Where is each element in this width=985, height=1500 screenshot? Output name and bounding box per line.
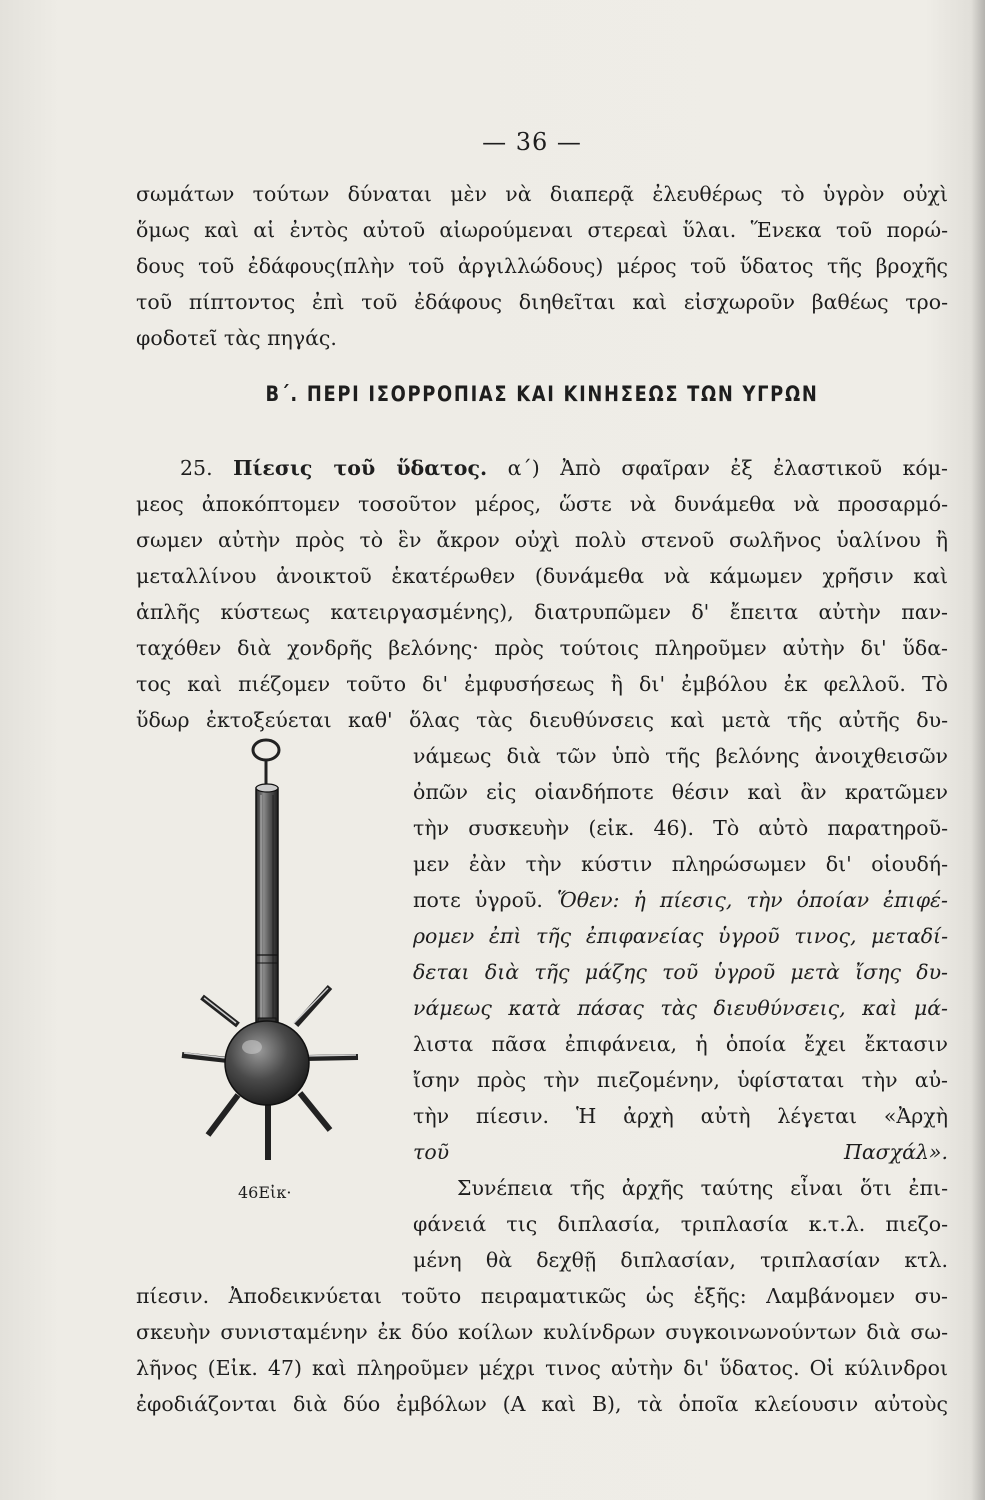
para2-narrow-line-2: ὀπῶν εἰς οἱανδήποτε θέσιν καὶ ἂν κρατῶμεν (413, 780, 948, 804)
para3-narrow-line-3: μένη θὰ δεχθῇ διπλασίαν, τριπλασίαν κτλ. (413, 1248, 948, 1272)
para2-narrow-line-5: ποτε ὑγροῦ. (413, 888, 543, 912)
para2-line-3: μεταλλίνου ἀνοικτοῦ ἑκατέρωθεν (δυνάμεθα νὰ κάμωμεν χρῆσιν καὶ (136, 564, 948, 588)
para3-line-3: λῆνος (Εἰκ. 47) καὶ πληροῦμεν μέχρι τινος αὐτὴν δι' ὕδατος. Οἱ κύλινδροι (136, 1356, 948, 1380)
principle-line-3 (413, 954, 948, 990)
para1-line-4: τοῦ πίπτοντος ἐπὶ τοῦ ἐδάφους διηθεῖται καὶ εἰσχωροῦν βαθέως τρο- (136, 290, 948, 314)
chapter-heading: Β΄. ΠΕΡΙ ΙΣΟΡΡΟΠΙΑΣ ΚΑΙ ΚΙΝΗΣΕΩΣ ΤΩΝ ΥΓΡΩΝ (265, 382, 819, 406)
para2-line-1: μεος ἀποκόπτομεν τοσοῦτον μέρος, ὥστε νὰ δυνάμεθα νὰ προσαρμό- (136, 492, 948, 516)
principle-text-2: ρομεν ἐπὶ τῆς ἐπιφανείας ὑγροῦ τινος, μεταδί- (413, 924, 948, 948)
para3-narrow-line-1: Συνέπεια τῆς ἀρχῆς ταύτης εἶναι ὅτι ἐπι- (457, 1176, 948, 1200)
para1-line-5: φοδοτεῖ τὰς πηγάς. (136, 326, 337, 350)
principle-line-2 (413, 918, 948, 954)
para1-line-3: δους τοῦ ἐδάφους(πλὴν τοῦ ἀργιλλώδους) μέρος τοῦ ὕδατος τῆς βροχῆς (136, 254, 948, 278)
section-title: Πίεσις τοῦ ὕδατος. (233, 456, 488, 480)
principle-text-7b: Ἡ ἀρχὴ αὐτὴ λέγεται «Ἀρχὴ (575, 1104, 948, 1128)
para2-line-6: τος καὶ πιέζομεν τοῦτο δι' ἐμφυσήσεως ἢ δι' ἐμβόλου ἐκ φελλοῦ. Τὸ (136, 672, 948, 696)
pascal-sphere-syringe-icon (180, 735, 365, 1175)
principle-line-7 (413, 1098, 948, 1134)
principle-line-6: ἴσην πρὸς τὴν πιεζομένην, ὑφίσταται τὴν αὐ- (413, 1068, 948, 1092)
figure-46-caption: 46Εἰκ· (238, 1183, 292, 1202)
para2-line-4: ἁπλῆς κύστεως κατειργασμένης), διατρυπῶμεν δ' ἔπειτα αὐτὴν παν- (136, 600, 948, 624)
section-first-line-rest: α΄) Ἀπὸ σφαῖραν ἐξ ἐλαστικοῦ κόμ- (507, 456, 948, 480)
page-edge-shadow (971, 0, 985, 1500)
section-first-line (136, 450, 948, 486)
para2-line-2: σωμεν αὐτὴν πρὸς τὸ ἓν ἄκρον οὐχὶ πολὺ στενοῦ σωλῆνος ὑαλίνου ἢ (136, 528, 948, 552)
para3-line-1: πίεσιν. Ἀποδεικνύεται τοῦτο πειραματικῶς ὡς ἑξῆς: Λαμβάνομεν συ- (136, 1284, 948, 1308)
para3-line-2: σκευὴν συνισταμένην ἐκ δύο κοίλων κυλίνδρων συγκοινωνούντων διὰ σω- (136, 1320, 948, 1344)
para2-line-7: ὕδωρ ἐκτοξεύεται καθ' ὅλας τὰς διευθύνσεις καὶ μετὰ τῆς αὐτῆς δυ- (136, 708, 948, 732)
para2-narrow-line-4: μεν ἐὰν τὴν κύστιν πληρώσωμεν δι' οἱουδή- (413, 852, 948, 876)
para3-line-4: ἐφοδιάζονται διὰ δύο ἐμβόλων (Α καὶ Β), τὰ ὁποῖα κλείουσιν αὐτοὺς (136, 1392, 948, 1416)
section-number: 25. (180, 456, 213, 480)
page-number: — 36 — (482, 128, 582, 156)
para2-narrow-line-3: τὴν συσκευὴν (εἰκ. 46). Τὸ αὐτὸ παρατηροῦ- (413, 816, 948, 840)
principle-text-8: τοῦ Πασχάλ». (413, 1140, 948, 1164)
principle-line-8 (413, 1134, 948, 1170)
principle-text-7a: τὴν πίεσιν. (413, 1104, 550, 1128)
principle-text-3: δεται διὰ τῆς μάζης τοῦ ὑγροῦ μετὰ ἴσης δυ- (413, 960, 948, 984)
para3-narrow-line-2: φάνειά τις διπλασία, τριπλασία κ.τ.λ. πιεζο- (413, 1212, 948, 1236)
principle-text-4: νάμεως κατὰ πάσας τὰς διευθύνσεις, καὶ μά- (413, 996, 948, 1020)
para1-line-2: ὅμως καὶ αἱ ἐντὸς αὐτοῦ αἰωρούμεναι στερεαὶ ὕλαι. Ἕνεκα τοῦ πορώ- (136, 218, 948, 242)
principle-line-4 (413, 990, 948, 1026)
figure-46-illustration (180, 735, 365, 1175)
para2-narrow-line-1: νάμεως διὰ τῶν ὑπὸ τῆς βελόνης ἀνοιχθεισῶν (413, 744, 948, 768)
principle-line-1 (413, 882, 948, 918)
principle-line-5: λιστα πᾶσα ἐπιφάνεια, ἡ ὁποία ἔχει ἔκτασιν (413, 1032, 948, 1056)
principle-line-1-rest: Ὅθεν: ἡ πίεσις, τὴν ὁποίαν ἐπιφέ- (557, 888, 948, 912)
para2-line-5: ταχόθεν διὰ χονδρῆς βελόνης· πρὸς τούτοις πληροῦμεν αὐτὴν δι' ὕδα- (136, 636, 948, 660)
para1-line-1: σωμάτων τούτων δύναται μὲν νὰ διαπερᾷ ἐλευθέρως τὸ ὑγρὸν οὐχὶ (136, 182, 948, 206)
